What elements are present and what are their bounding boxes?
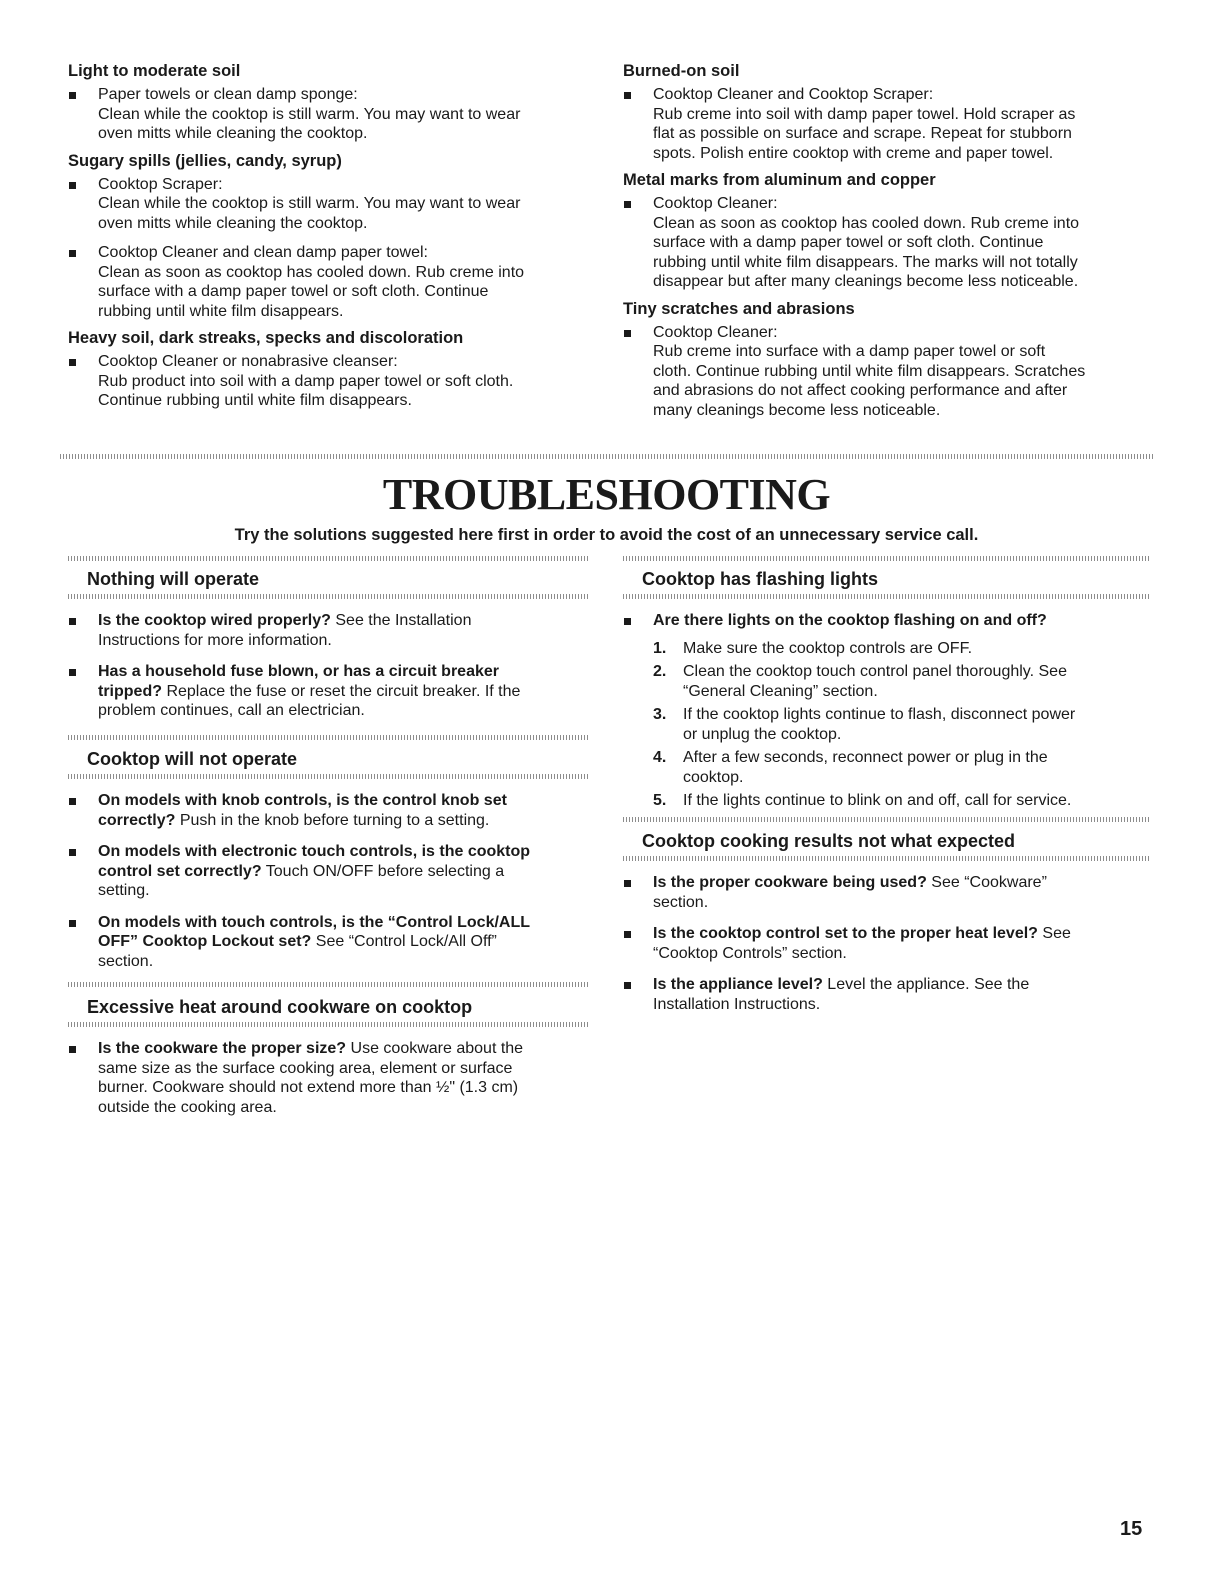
item-line: Cooktop Scraper: [98,175,223,193]
item-line: many cleanings become less noticeable. [653,401,941,419]
question-text: Is the cooktop wired properly? [98,612,331,629]
item-line [98,682,598,702]
list-item [623,323,1153,421]
section-heading: Sugary spills (jellies, candy, syrup) [68,151,342,170]
cleaning-left-column [68,61,596,417]
step-number: 5. [653,792,667,809]
item-line [98,1039,598,1059]
item-line [653,611,1153,631]
item-line [98,862,598,882]
answer-text: See “Control Lock/All Off” [311,933,497,950]
list-item [623,924,1153,963]
answer-text: See the Installation [330,612,472,629]
heading-rule [68,774,588,779]
item-line: surface with a damp paper towel or soft cloth. Continue [653,234,1044,251]
item-line: oven mitts while cleaning the cooktop. [98,125,368,142]
step-item [653,662,1153,701]
step-text: If the cooktop lights continue to flash, disconnect power [683,706,1076,723]
item-line: Clean as soon as cooktop has cooled down. Rub creme into [98,263,525,281]
item-line: problem continues, call an electrician. [98,702,365,719]
steps-list [653,639,1153,811]
item-line: spots. Polish entire cooktop with creme and paper towel. [653,144,1054,162]
list-item [623,85,1153,163]
topic-title: Cooktop has flashing lights [642,569,879,589]
item-line: burner. Cookware should not extend more than ½" (1.3 cm) [98,1079,519,1096]
item-line: “Cooktop Controls” section. [653,944,847,962]
step-number: 2. [653,663,667,680]
item-line [653,924,1153,944]
item-line: Clean while the cooktop is still warm. You may want to wear [98,105,521,123]
question-text: Is the proper cookware being used? [653,874,927,891]
question-text: correctly? [98,811,176,829]
section-heading: Heavy soil, dark streaks, specks and discoloration [68,329,464,347]
question-text: tripped? [98,682,162,700]
list-item [623,873,1153,912]
question-text: On models with electronic touch controls, is the cooktop [98,843,531,860]
item-line: Rub creme into soil with damp paper towel. Hold scraper as [653,105,1076,123]
answer-text: See [1037,925,1071,942]
step-text: “General Cleaning” section. [683,682,878,700]
list-item [68,352,596,411]
heading-rule [68,594,588,599]
list-item [68,791,598,830]
step-text: If the lights continue to blink on and off, call for service. [683,792,1072,809]
heading-rule [68,556,588,561]
heading-rule [68,982,588,987]
item-line [98,662,598,682]
answer-text: See “Cookware” [926,874,1047,891]
step-item [653,791,1153,811]
page-title: TROUBLESHOOTING [382,470,831,519]
item-line [98,611,598,631]
answer-text: Use cookware about the [346,1040,524,1057]
section-heading: Burned-on soil [623,62,740,80]
heading-rule [68,735,588,740]
topic-heat-list [68,1039,598,1129]
item-line: Instructions for more information. [98,631,332,649]
section-heading: Metal marks from aluminum and copper [623,171,936,189]
item-line: Cooktop Cleaner or nonabrasive cleanser: [98,353,398,370]
item-line: surface with a damp paper towel or soft cloth. Continue [98,283,489,300]
item-line: and abrasions do not affect cooking performance and after [653,382,1068,399]
item-line: Rub creme into surface with a damp paper towel or soft [653,343,1046,360]
item-line [98,811,598,831]
topic-nothing-list [68,611,598,733]
topic-title: Cooktop will not operate [87,749,297,769]
item-line: rubbing until white film disappears. The marks will not totally [653,253,1078,271]
question-text: control set correctly? [98,862,262,880]
topic-flashing-list [623,611,1153,815]
question-text: Are there lights on the cooktop flashing on and off? [653,612,1047,629]
item-line [653,975,1153,995]
item-line [98,913,598,933]
item-line: Rub product into soil with a damp paper towel or soft cloth. [98,372,514,390]
topic-wont-list [68,791,598,983]
item-line: section. [653,893,709,911]
page-number: 15 [1120,1518,1143,1540]
list-item [68,662,598,721]
list-item [68,175,596,234]
item-line: section. [98,952,154,970]
heading-rule [623,817,1151,822]
topic-results-list [623,873,1153,1026]
item-line: Clean while the cooktop is still warm. You may want to wear [98,195,521,212]
answer-text: Push in the knob before turning to a setting. [175,811,490,829]
item-line: rubbing until white film disappears. [98,302,344,320]
list-item [68,1039,598,1117]
step-text: cooktop. [683,768,744,786]
answer-text: Replace the fuse or reset the circuit breaker. If the [162,682,521,700]
list-item [623,975,1153,1014]
heading-rule [623,556,1151,561]
question-text: On models with knob controls, is the control knob set [98,792,507,809]
item-line: Continue rubbing until white film disappears. [98,392,412,409]
step-text: Clean the cooktop touch control panel thoroughly. See [683,663,1067,680]
question-text: OFF” Cooktop Lockout set? [98,933,312,950]
page-subtitle: Try the solutions suggested here first in order to avoid the cost of an unnecessary service call. [234,526,979,544]
cleaning-right-column [623,61,1153,426]
question-text: Is the appliance level? [653,976,823,993]
list-item [68,611,598,650]
heading-rule [68,1022,588,1027]
heading-rule [623,594,1151,599]
item-line [98,791,598,811]
topic-title: Nothing will operate [87,569,260,589]
question-text: On models with touch controls, is the “Control Lock/ALL [98,913,531,931]
item-line: outside the cooking area. [98,1098,277,1116]
item-line [98,932,598,952]
list-item [68,243,596,321]
question-text: Is the cooktop control set to the proper heat level? [653,925,1038,942]
section-heading: Light to moderate soil [68,62,241,80]
step-item [653,705,1153,744]
item-line: Paper towels or clean damp sponge: [98,86,358,103]
step-item [653,639,1153,659]
item-line: Installation Instructions. [653,995,821,1013]
step-text: After a few seconds, reconnect power or plug in the [683,749,1048,766]
topic-title: Excessive heat around cookware on cooktop [87,997,473,1017]
item-line: same size as the surface cooking area, element or surface [98,1059,513,1077]
list-item [623,194,1153,292]
item-line: Clean as soon as cooktop has cooled down. Rub creme into [653,214,1080,232]
item-line: oven mitts while cleaning the cooktop. [98,214,368,232]
list-item [68,85,596,144]
item-line: flat as possible on surface and scrape. Repeat for stubborn [653,125,1072,142]
topic-title: Cooktop cooking results not what expected [642,831,1016,851]
item-line [653,873,1153,893]
step-text: Make sure the cooktop controls are OFF. [683,639,973,657]
item-line: cloth. Continue rubbing until white film disappears. Scratches [653,362,1086,380]
step-number: 3. [653,706,667,723]
answer-text: Level the appliance. See the [822,976,1030,993]
step-number: 4. [653,749,667,766]
question-text: Has a household fuse blown, or has a circuit breaker [98,663,499,680]
answer-text: Touch ON/OFF before selecting a [261,862,505,880]
item-line: Cooktop Cleaner and Cooktop Scraper: [653,86,934,103]
item-line [98,842,598,862]
item-line: Cooktop Cleaner: [653,195,778,212]
item-line: disappear but after many cleanings become less noticeable. [653,273,1079,290]
step-item [653,748,1153,787]
step-text: or unplug the cooktop. [683,725,842,743]
list-item [68,842,598,901]
item-line: setting. [98,882,150,899]
section-divider [60,454,1153,459]
question-text: Is the cookware the proper size? [98,1040,347,1057]
section-heading: Tiny scratches and abrasions [623,299,855,318]
list-item [623,611,1153,631]
heading-rule [623,856,1151,861]
item-line: Cooktop Cleaner: [653,323,778,341]
step-number: 1. [653,639,667,657]
list-item [68,913,598,972]
item-line: Cooktop Cleaner and clean damp paper towel: [98,244,428,261]
